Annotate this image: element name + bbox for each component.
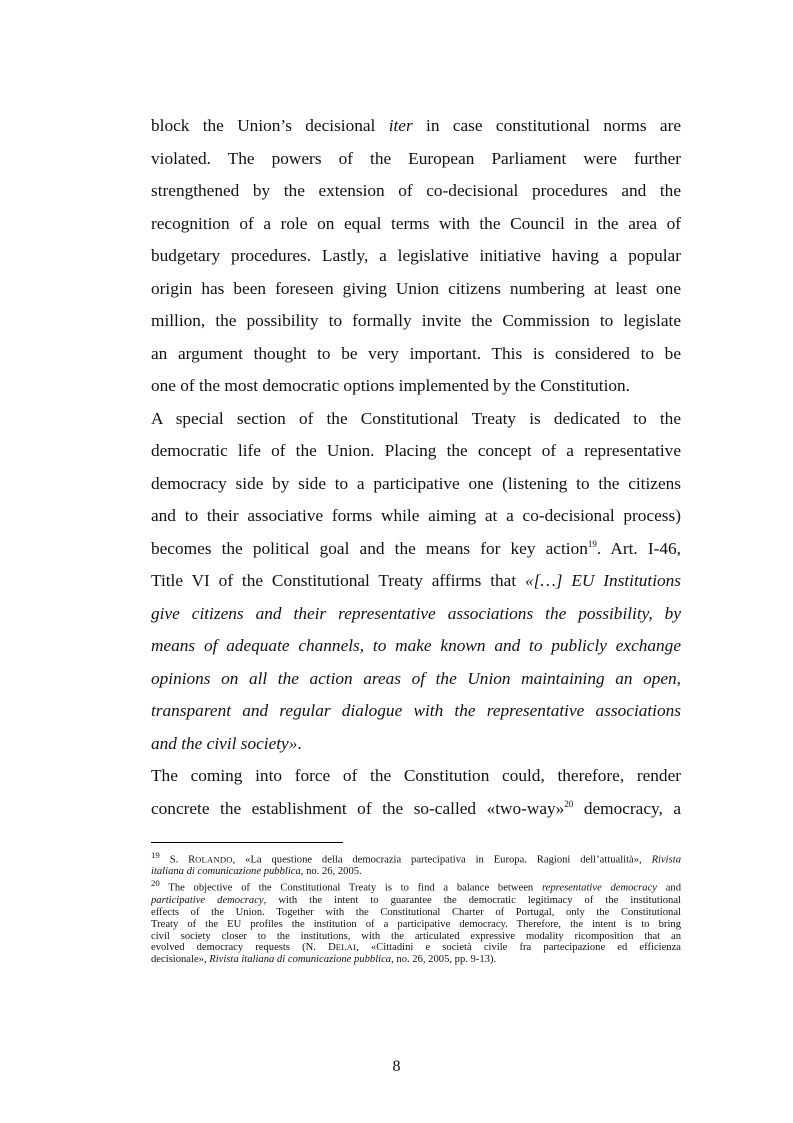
text-run: in case constitutional norms are <box>412 116 682 135</box>
footnote-20 <box>151 878 681 894</box>
text-run: Title VI of the Constitutional Treaty affirms that <box>151 571 525 590</box>
text-line: The coming into force of the Constitution could, therefore, render <box>151 766 681 785</box>
quote-run: «[…] EU Institutions <box>525 571 681 590</box>
text-line: democracy side by side to a participative one (listening to the citizens <box>151 473 681 493</box>
footnote-text: and <box>656 882 681 894</box>
text-run: democracy, a <box>573 798 682 818</box>
journal-title: Rivista italiana di comunicazione pubblica <box>209 954 392 966</box>
quote-line <box>151 663 681 696</box>
footnote-text: , with the intent to guarantee the democratic legitimacy of the institutional <box>263 894 681 906</box>
footnote-separator <box>151 842 343 843</box>
journal-title: Rivista <box>651 854 681 866</box>
body-text <box>151 110 681 825</box>
text-run: concrete the establishment of the so-called «two-way» <box>151 798 565 818</box>
text-run: . <box>297 733 302 753</box>
quote-line <box>151 728 681 761</box>
footnote-20-line: civil society closer to the institutions, with the articulated expressive modality ricomposition that an <box>151 930 681 942</box>
footnote-text: , no. 26, 2005. <box>300 866 362 878</box>
quote-run: give citizens and their representative associations the possibility, by <box>151 603 681 623</box>
footnotes <box>151 850 681 966</box>
quote-run: means of adequate channels, to make known and to publicly exchange <box>151 636 681 655</box>
text-line: democratic life of the Union. Placing the concept of a representative <box>151 441 681 460</box>
quote-line <box>151 598 681 631</box>
text-line: recognition of a role on equal terms with the Council in the area of <box>151 213 681 233</box>
text-run: becomes the political goal and the means for key action <box>151 538 588 558</box>
footnote-20-line <box>151 954 681 966</box>
text-line: origin has been foreseen giving Union citizens numbering at least one <box>151 278 681 298</box>
footnote-19 <box>151 850 681 866</box>
footnote-text: , «La questione della democrazia partecipativa in Europa. Ragioni dell’attualità», <box>232 854 652 866</box>
text-line <box>151 793 681 826</box>
footnote-number: 19 <box>151 850 160 860</box>
footnote-20-line: effects of the Union. Together with the Constitutional Charter of Portugal, only the Constitutional <box>151 906 681 918</box>
text-line <box>151 565 681 598</box>
quote-line <box>151 695 681 728</box>
text-line: budgetary procedures. Lastly, a legislative initiative having a popular <box>151 246 681 265</box>
text-line: strengthened by the extension of co-decisional procedures and the <box>151 181 681 200</box>
page-number: 8 <box>392 1058 401 1075</box>
author-initial: S. R <box>169 854 196 866</box>
footnote-ref-20[interactable]: 20 <box>564 798 574 809</box>
footnote-20-line: Treaty of the EU profiles the institution of a participative democracy. Therefore, the intent is to bring <box>151 918 681 930</box>
text-run: block the Union’s decisional <box>151 116 389 135</box>
author-name: ELAI <box>335 942 357 953</box>
footnote-20-line <box>151 942 681 954</box>
footnote-ref-19[interactable]: 19 <box>587 538 597 549</box>
text-line: and to their associative forms while aiming at a co-decisional process) <box>151 506 681 525</box>
footnote-text: The objective of the Constitutional Treaty is to find a balance between <box>159 882 542 894</box>
text-line <box>151 533 681 566</box>
italic-term: representative democracy <box>541 882 657 894</box>
footnote-text: evolved democracy requests (N. D <box>151 942 336 954</box>
italic-term: iter <box>388 116 413 135</box>
text-line <box>151 110 681 143</box>
text-run: . Art. I-46, <box>596 538 681 558</box>
text-line: million, the possibility to formally invite the Commission to legislate <box>151 311 681 330</box>
quote-run: opinions on all the action areas of the Union maintaining an open, <box>151 668 681 688</box>
footnote-text: decisionale», <box>151 954 210 966</box>
text-line: violated. The powers of the European Parliament were further <box>151 148 681 168</box>
author-name: OLANDO <box>195 854 233 865</box>
text-line: A special section of the Constitutional Treaty is dedicated to the <box>151 408 681 428</box>
footnote-number: 20 <box>151 878 160 889</box>
quote-run: and the civil society» <box>151 733 298 753</box>
journal-title: italiana di comunicazione pubblica <box>151 866 301 878</box>
footnote-text: , «Cittadini e società civile fra partecipazione ed efficienza <box>356 942 681 954</box>
footnote-text: , no. 26, 2005, pp. 9-13). <box>391 954 497 966</box>
quote-run: transparent and regular dialogue with the representative associations <box>151 701 681 720</box>
text-line: one of the most democratic options implemented by the Constitution. <box>151 376 630 395</box>
footnote-19-cont <box>151 866 681 878</box>
quote-line <box>151 630 681 663</box>
footnote-20-line <box>151 895 681 907</box>
text-line: an argument thought to be very important. This is considered to be <box>151 343 681 363</box>
italic-term: participative democracy <box>151 894 264 906</box>
